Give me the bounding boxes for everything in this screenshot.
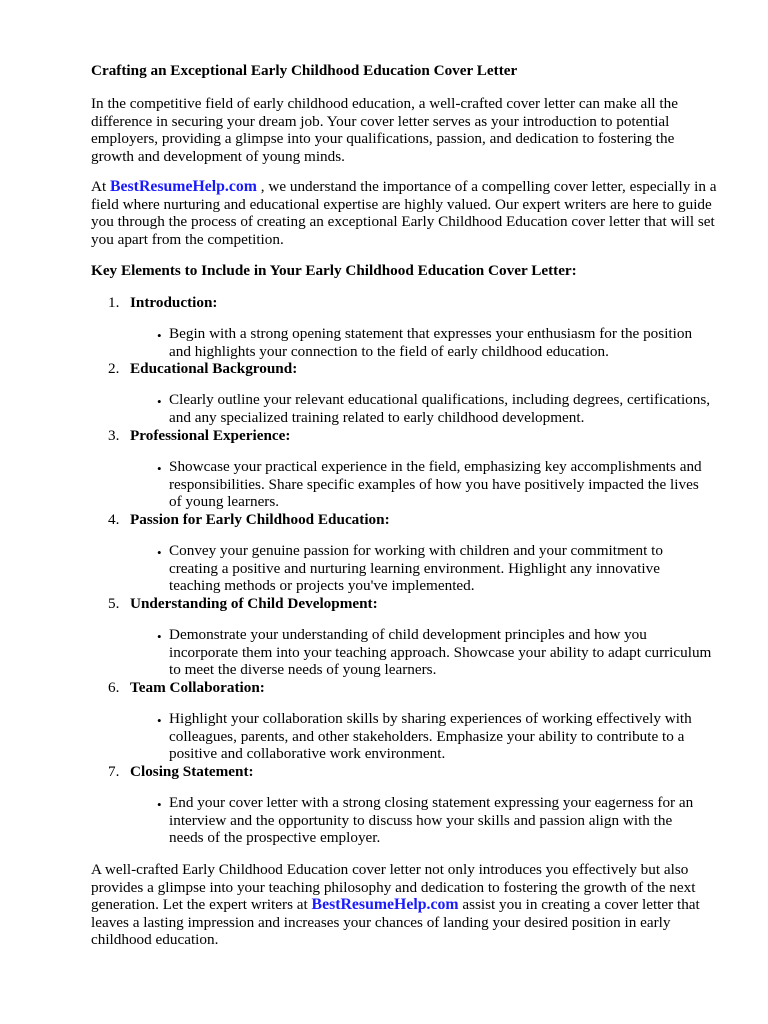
list-item-bullet	[157, 794, 697, 847]
bestresumehelp-link[interactable]: BestResumeHelp.com	[109, 178, 257, 195]
bestresumehelp-link[interactable]: BestResumeHelp.com	[311, 896, 459, 914]
list-item-bullet	[157, 710, 717, 763]
company-paragraph-lead: At	[91, 178, 110, 195]
intro-paragraph: In the competitive field of early childhood education, a well-crafted cover letter can make all the difference in securing your dream job. Your cover letter serves as your introduction to potential employers, providing a glimpse into your qualifications, passion, and dedication to fostering the growth and development of young minds.	[91, 95, 678, 165]
bullet-icon: •	[157, 328, 162, 343]
list-item-heading	[108, 511, 390, 529]
bullet-text: Highlight your collaboration skills by sharing experiences of working effectively with colleagues, parents, and other stakeholders. Emphasize your ability to contribute to a positive and collaborative work environment.	[169, 710, 692, 763]
closing-paragraph	[91, 861, 721, 949]
list-item-heading	[108, 427, 290, 445]
list-item-number: 4.	[108, 511, 120, 528]
document-title: Crafting an Exceptional Early Childhood Education Cover Letter	[91, 62, 518, 79]
list-item-heading	[108, 679, 265, 697]
list-item-number: 3.	[108, 427, 120, 444]
closing-paragraph-tail: assist you in creating a cover letter that leaves a lasting impression and increases your chances of landing your desired position in early childhood education.	[91, 896, 700, 949]
closing-paragraph-body: A well-crafted Early Childhood Education cover letter not only introduces you effectively but also provides a glimpse into your teaching philosophy and dedication to fostering the growth of the next generation. Let the expert writers at	[91, 861, 696, 914]
list-item-title: Team Collaboration:	[130, 679, 265, 696]
key-elements-heading: Key Elements to Include in Your Early Childhood Education Cover Letter:	[91, 262, 577, 279]
bullet-text: Demonstrate your understanding of child development principles and how you incorporate them into your teaching approach. Showcase your ability to adapt curriculum to meet the diverse needs of young learners.	[169, 626, 712, 679]
company-paragraph	[91, 178, 721, 248]
bullet-text: End your cover letter with a strong closing statement expressing your eagerness for an interview and the opportunity to discuss how your skills and passion align with the needs of the prospective employer.	[169, 794, 694, 847]
list-item-number: 6.	[108, 679, 120, 696]
bullet-text: Clearly outline your relevant educational qualifications, including degrees, certifications, and any specialized training related to early childhood development.	[169, 391, 711, 426]
bullet-icon: •	[157, 713, 162, 728]
bullet-icon: •	[157, 797, 162, 812]
list-item-heading	[108, 294, 217, 312]
bullet-icon: •	[157, 461, 162, 476]
list-item-title: Understanding of Child Development:	[130, 595, 378, 612]
bullet-icon: •	[157, 545, 162, 560]
list-item-bullet	[157, 458, 709, 511]
company-paragraph-body: , we understand the importance of a compelling cover letter, especially in a field where nurturing and educational expertise are highly valued. Our expert writers are here to guide you through the process of creating an exceptional Early Childhood Education cover letter that will set you apart from the competition.	[91, 178, 717, 248]
list-item-title: Professional Experience:	[130, 427, 291, 444]
list-item-bullet	[157, 626, 713, 679]
list-item-bullet	[157, 325, 713, 360]
bullet-text: Begin with a strong opening statement that expresses your enthusiasm for the position and highlights your connection to the field of early childhood education.	[169, 325, 693, 360]
list-item-title: Closing Statement:	[130, 763, 254, 780]
bullet-icon: •	[157, 394, 162, 409]
list-item-title: Introduction:	[130, 294, 218, 311]
list-item-number: 1.	[108, 294, 120, 311]
list-item-bullet	[157, 542, 713, 595]
list-item-number: 5.	[108, 595, 120, 612]
bullet-text: Convey your genuine passion for working with children and your commitment to creating a positive and nurturing learning environment. Highlight any innovative teaching methods or projects you've implemented.	[169, 542, 663, 595]
list-item-heading	[108, 763, 254, 781]
bullet-icon: •	[157, 629, 162, 644]
bullet-text: Showcase your practical experience in the field, emphasizing key accomplishments and responsibilities. Share specific examples of how you have positively impacted the lives of young learners.	[169, 458, 702, 511]
list-item-title: Passion for Early Childhood Education:	[130, 511, 390, 528]
list-item-title: Educational Background:	[130, 360, 298, 377]
list-item-bullet	[157, 391, 713, 426]
list-item-heading	[108, 595, 378, 613]
list-item-heading	[108, 360, 297, 378]
list-item-number: 7.	[108, 763, 120, 780]
list-item-number: 2.	[108, 360, 120, 377]
